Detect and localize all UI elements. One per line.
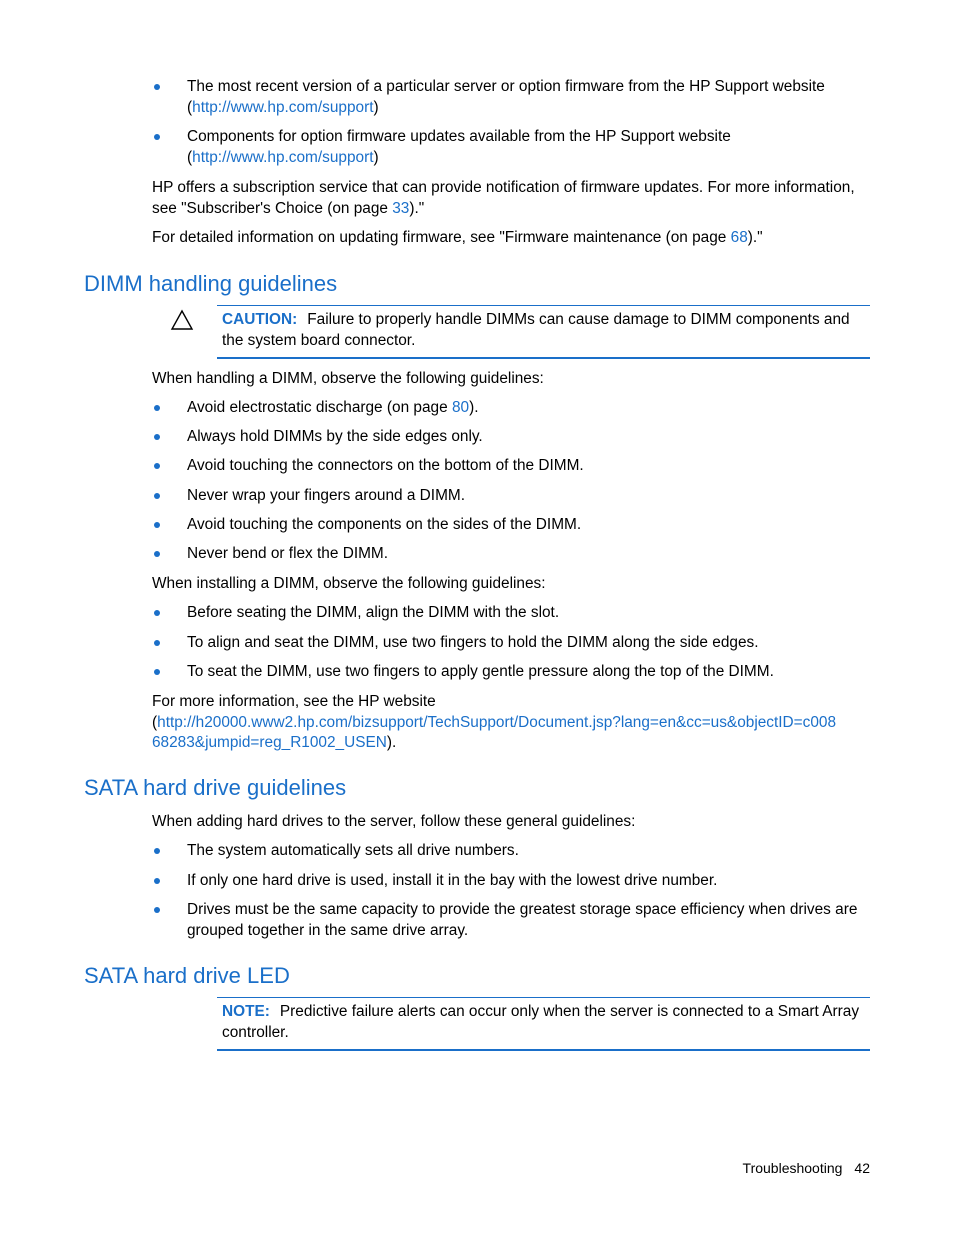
hp-support-link[interactable]: http://www.hp.com/support	[192, 98, 374, 116]
handling-intro: When handling a DIMM, observe the following guidelines:	[152, 370, 544, 387]
section-heading-sata: SATA hard drive guidelines	[84, 775, 347, 800]
bullet-icon	[154, 84, 160, 90]
caution-label: CAUTION:	[222, 311, 298, 328]
list-item-text: Components for option firmware updates available from the HP Support website	[187, 128, 731, 145]
list-item	[152, 871, 872, 892]
page-link-80[interactable]: 80	[451, 399, 470, 416]
list-item-text: Avoid touching the components on the sides of the DIMM.	[187, 516, 582, 533]
bullet-icon	[154, 434, 160, 440]
list-item-text: The system automatically sets all drive numbers.	[187, 842, 519, 859]
bullet-icon	[154, 669, 160, 675]
note-text: Predictive failure alerts can occur only when the server is connected to a Smart Array controller.	[222, 1003, 860, 1041]
list-item	[152, 486, 872, 507]
note-label: NOTE:	[222, 1003, 270, 1020]
list-item	[152, 544, 872, 565]
list-item	[152, 515, 872, 536]
list-item-text: ).	[469, 399, 479, 416]
bullet-icon	[154, 134, 160, 140]
hp-website-link[interactable]: http://h20000.www2.hp.com/bizsupport/TechSupport/Document.jsp?lang=en&cc=us&objectID=c008	[157, 713, 837, 731]
hp-website-link[interactable]: 68283&jumpid=reg_R1002_USEN	[152, 734, 387, 751]
list-item-text: To align and seat the DIMM, use two fingers to hold the DIMM along the side edges.	[187, 634, 759, 651]
bullet-icon	[154, 463, 160, 469]
list-item-text: The most recent version of a particular server or option firmware from the HP Support website	[187, 78, 825, 95]
list-item-text: Drives must be the same capacity to provide the greatest storage space efficiency when drives are grouped together in the same drive array.	[187, 901, 858, 939]
list-item: The most recent version of a particular server or option firmware from the HP Support website (http://www.hp.com/support)	[152, 77, 872, 118]
list-item	[152, 841, 872, 862]
install-intro: When installing a DIMM, observe the following guidelines:	[152, 575, 546, 592]
list-item-text: Avoid electrostatic discharge (on page	[187, 399, 452, 416]
caution-box	[217, 305, 870, 359]
page-footer	[743, 1158, 870, 1178]
paragraph-text: )."	[409, 199, 425, 217]
bullet-icon	[154, 522, 160, 528]
bullet-icon	[154, 551, 160, 557]
more-info-paragraph: For more information, see the HP website (http://h20000.www2.hp.com/bizsupport/TechSupport/Document.jsp?lang=en&cc=us&objectID=c008 68283&jumpid=reg_R1002_USEN).	[152, 693, 837, 751]
list-item	[152, 456, 872, 477]
caution-text: Failure to properly handle DIMMs can cause damage to DIMM components and the system board connector.	[222, 311, 850, 349]
list-item	[152, 662, 872, 683]
list-item	[152, 398, 872, 419]
bullet-icon	[154, 878, 160, 884]
hp-support-link[interactable]: http://www.hp.com/support	[192, 148, 374, 166]
bullet-icon	[154, 640, 160, 646]
section-heading-led: SATA hard drive LED	[84, 963, 290, 988]
sata-intro: When adding hard drives to the server, follow these general guidelines:	[152, 813, 636, 830]
page-link-68[interactable]: 68	[730, 229, 748, 246]
bullet-icon	[154, 493, 160, 499]
page-number: 42	[854, 1160, 870, 1176]
paragraph-text: For detailed information on updating firmware, see "Firmware maintenance (on page	[152, 229, 731, 246]
list-item-text: Always hold DIMMs by the side edges only.	[187, 428, 483, 445]
paragraph-text: For more information, see the HP website	[152, 693, 436, 710]
list-item: Components for option firmware updates available from the HP Support website (http://www.hp.com/support)	[152, 127, 872, 168]
bullet-icon	[154, 848, 160, 854]
firmware-paragraph	[152, 228, 872, 249]
list-item	[152, 603, 872, 624]
bullet-icon	[154, 405, 160, 411]
footer-section: Troubleshooting	[742, 1160, 843, 1176]
list-item	[152, 427, 872, 448]
page-link-33[interactable]: 33	[392, 199, 410, 217]
caution-triangle-icon	[170, 309, 194, 331]
list-item-text: Avoid touching the connectors on the bottom of the DIMM.	[187, 457, 584, 474]
list-item-text: To seat the DIMM, use two fingers to apply gentle pressure along the top of the DIMM.	[187, 663, 774, 680]
paragraph-text: )."	[747, 229, 763, 246]
bullet-icon	[154, 610, 160, 616]
subscription-paragraph	[152, 178, 872, 219]
list-item	[152, 900, 872, 941]
list-item-text: Never wrap your fingers around a DIMM.	[187, 487, 465, 504]
list-item-text: If only one hard drive is used, install it in the bay with the lowest drive number.	[187, 872, 718, 889]
section-heading-dimm: DIMM handling guidelines	[84, 271, 338, 296]
list-item	[152, 633, 872, 654]
bullet-icon	[154, 907, 160, 913]
list-item-text: Never bend or flex the DIMM.	[187, 545, 389, 562]
note-box	[217, 997, 870, 1051]
list-item-text: Before seating the DIMM, align the DIMM with the slot.	[187, 604, 560, 621]
paragraph-text: HP offers a subscription service that can provide notification of firmware updates. For more information, see "Subscriber's Choice (on page	[152, 179, 855, 217]
